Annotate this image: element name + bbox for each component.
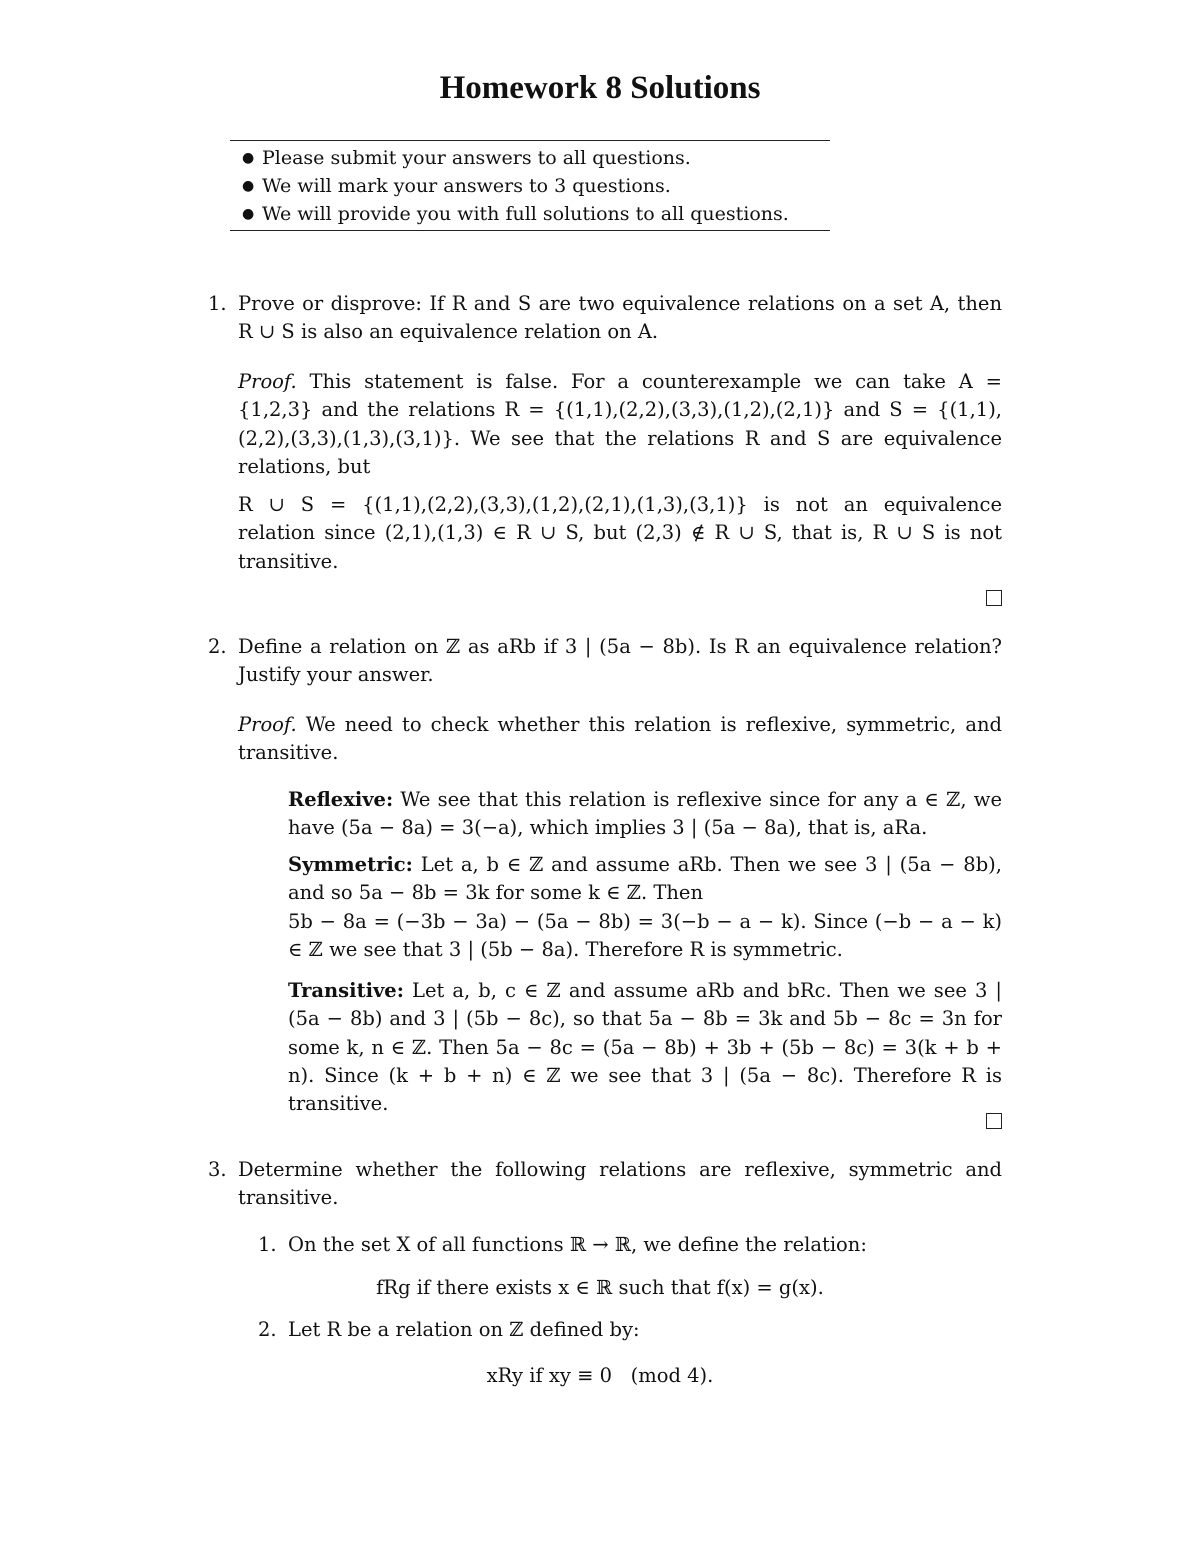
page-title: Homework 8 Solutions (439, 70, 761, 106)
formula-1: fRg if there exists x ∈ ℝ such that f(x) = g(x). (376, 1276, 824, 1299)
question-1 (208, 290, 1002, 347)
reflexive-case: Reflexive: We see that this relation is reflexive since for any a ∈ ℤ, we have (5a − 8a) = 3(−a), which implies 3 | (5a − 8a), that is, aRa. (288, 788, 1002, 840)
symmetric-case: Symmetric: Let a, b ∈ ℤ and assume aRb. Then we see 3 | (5a − 8b), and so 5a − 8b = 3k for some k ∈ ℤ. Then 5b − 8a = (−3b − 3a) − (5a − 8b) = 3(−b − a − k). Since (−b − a − k) ∈ ℤ we see that 3 | (5b − 8a). Therefore R is symmetric. (288, 851, 1002, 964)
subquestion-2 (258, 1316, 1002, 1344)
instruction-item: ● We will mark your answers to 3 questions. (230, 172, 830, 200)
subquestion-text: Let R be a relation on ℤ defined by: (288, 1318, 640, 1341)
case-continuation: 5b − 8a = (−3b − 3a) − (5a − 8b) = 3(−b − a − k). Since (−b − a − k) ∈ ℤ we see that 3 | (5b − 8a). Therefore R is symmetric. (288, 909, 1002, 961)
question-number: 2. (208, 635, 227, 658)
qed-box-icon (986, 590, 1002, 606)
instructions-box (230, 140, 830, 231)
subquestion-number: 2. (258, 1318, 277, 1341)
question-text: Determine whether the following relations are reflexive, symmetric and transitive. (238, 1158, 1002, 1210)
transitive-case: Transitive: Let a, b, c ∈ ℤ and assume aRb and bRc. Then we see 3 | (5a − 8b) and 3 | (5b − 8c), so that 5a − 8b = 3k and 5b − 8c = 3n for some k, n ∈ ℤ. Then 5a − 8c = (5a − 8b) + 3b + (5b − 8c) = 3(k + b + n). Since (k + b + n) ∈ ℤ we see that 3 | (5a − 8c). Therefore R is transitive. (288, 979, 1003, 1116)
instruction-item: ● We will provide you with full solutions to all questions. (230, 200, 830, 228)
case-label: Symmetric: (288, 853, 413, 876)
question-text: Prove or disprove: If R and S are two equivalence relations on a set A, then R ∪ S is also an equivalence relation on A. (238, 292, 1002, 344)
question-text: Define a relation on ℤ as aRb if 3 | (5a − 8b). Is R an equivalence relation? Justify your answer. (238, 635, 1002, 687)
case-label: Reflexive: (288, 788, 394, 811)
formula-2: xRy if xy ≡ 0 (mod 4). (486, 1364, 714, 1387)
question-number: 3. (208, 1158, 227, 1181)
instruction-item: ● Please submit your answers to all questions. (230, 144, 830, 172)
subquestion-1 (258, 1231, 1002, 1259)
proof-paragraph: R ∪ S = {(1,1),(2,2),(3,3),(1,2),(2,1),(1,3),(3,1)} is not an equivalence relation since (2,1),(1,3) ∈ R ∪ S, but (2,3) ∉ R ∪ S, that is, R ∪ S is not transitive. (238, 493, 1002, 573)
subquestion-number: 1. (258, 1233, 277, 1256)
bullet-icon: ● (242, 150, 255, 166)
proof-paragraph: Proof. This statement is false. For a counterexample we can take A = {1,2,3} and the relations R = {(1,1),(2,2),(3,3),(1,2),(2,1)} and S = {(1,1),(2,2),(3,3),(1,3),(3,1)}. We see that the relations R and S are equivalence relations, but (238, 370, 1002, 478)
question-2 (208, 633, 1002, 690)
question-3 (208, 1156, 1002, 1213)
proof-paragraph: Proof. We need to check whether this relation is reflexive, symmetric, and transitive. (238, 713, 1002, 765)
proof-label: Proof. (238, 713, 297, 736)
question-number: 1. (208, 292, 227, 315)
proof-label: Proof. (238, 370, 297, 393)
case-label: Transitive: (288, 979, 404, 1002)
instructions-list (230, 144, 830, 228)
bullet-icon: ● (242, 178, 255, 194)
qed-box-icon (986, 1113, 1002, 1129)
proof-2 (238, 711, 1002, 768)
bullet-icon: ● (242, 206, 255, 222)
proof-1 (238, 368, 1002, 576)
subquestion-text: On the set X of all functions ℝ → ℝ, we define the relation: (288, 1233, 867, 1256)
